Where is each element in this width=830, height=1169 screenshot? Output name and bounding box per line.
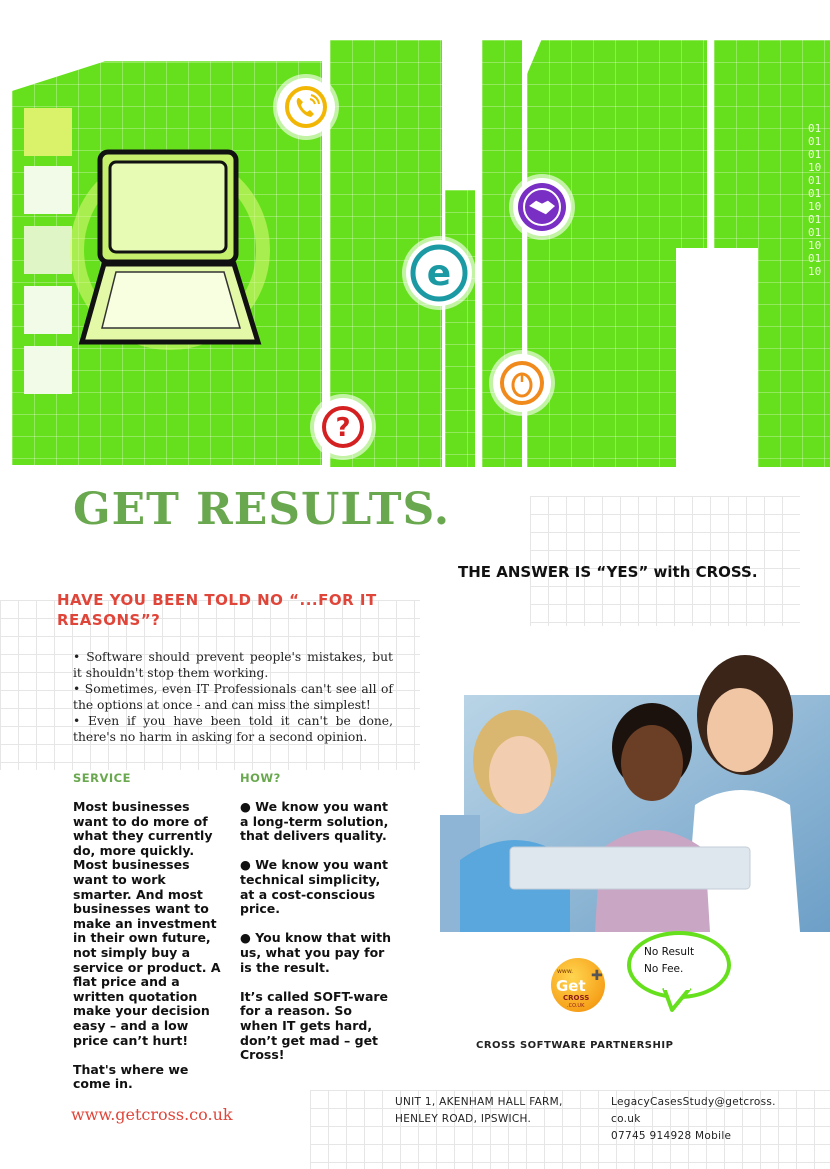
how-paragraph: ● We know you want technical simplicity, at a cost-conscious price.: [240, 857, 388, 917]
phone-icon: [277, 78, 335, 136]
banner-panel-center: [445, 190, 475, 467]
square-decoration: [24, 108, 72, 156]
svg-text:Get: Get: [556, 977, 586, 995]
laptop-icon: [78, 148, 262, 348]
service-text: [73, 800, 223, 1106]
question-icon: [314, 398, 372, 456]
how-paragraph: It’s called SOFT-ware for a reason. So when IT gets hard, don’t get mad – get Cross!: [240, 988, 389, 1063]
square-decoration: [24, 286, 72, 334]
binary-digits: 01 01 01 10 01 01 10 01 01 10 01 10: [808, 122, 822, 278]
svg-text:www.: www.: [557, 968, 574, 975]
speech-bubble-tail: [660, 986, 696, 1014]
hero-banner: [0, 0, 830, 480]
bullet-list: [73, 649, 393, 745]
address-line: HENLEY ROAD, IPSWICH.: [395, 1113, 532, 1125]
square-decoration: [24, 166, 72, 214]
address: [395, 1094, 563, 1128]
service-heading: SERVICE: [73, 771, 131, 785]
team-photo: [440, 635, 830, 932]
mouse-icon: [493, 354, 551, 412]
svg-text:✚: ✚: [591, 968, 603, 984]
bubble-line: No Fee.: [644, 963, 684, 975]
handshake-icon: [513, 178, 571, 236]
banner-white-cutout: [676, 248, 758, 480]
service-paragraph: That's where we come in.: [73, 1061, 189, 1092]
bubble-line: No Result: [644, 946, 695, 958]
getcross-logo: [551, 958, 605, 1012]
phone-number: 07745 914928 Mobile: [611, 1130, 732, 1142]
contact-info: [611, 1094, 776, 1145]
answer-tagline: THE ANSWER IS “YES” with CROSS.: [458, 563, 758, 581]
headline: GET RESULTS.: [73, 484, 451, 535]
bubble-text: [644, 944, 694, 978]
square-decoration: [24, 226, 72, 274]
bullet-item: • Sometimes, even IT Professionals can't see all of the options at once - and can miss the simplest!: [73, 682, 393, 712]
email-line[interactable]: co.uk: [611, 1113, 641, 1125]
how-paragraph: ● We know you want a long-term solution, that delivers quality.: [240, 799, 389, 844]
how-heading: HOW?: [240, 771, 281, 785]
svg-text:e: e: [426, 253, 452, 294]
svg-text:?: ?: [335, 413, 351, 443]
svg-text:.CO.UK: .CO.UK: [567, 1003, 585, 1009]
company-name: CROSS SOFTWARE PARTNERSHIP: [476, 1040, 674, 1051]
bullet-item: • Even if you have been told it can't be done, there's no harm in asking for a second opinion.: [73, 714, 393, 744]
address-line: UNIT 1, AKENHAM HALL FARM,: [395, 1096, 563, 1108]
svg-text:CROSS: CROSS: [563, 994, 590, 1002]
how-text: [240, 800, 392, 1077]
how-paragraph: ● You know that with us, what you pay for is the result.: [240, 930, 392, 975]
bullet-item: • Software should prevent people's mistakes, but it shouldn't stop them working.: [73, 650, 393, 680]
question-heading: HAVE YOU BEEN TOLD NO “...FOR IT REASONS”?: [57, 591, 377, 629]
grid-background-top: [530, 496, 800, 626]
square-decoration: [24, 346, 72, 394]
email-line[interactable]: LegacyCasesStudy@getcross.: [611, 1096, 776, 1108]
service-paragraph: Most businesses want to do more of what they currently do, more quickly. Most businesses want to work smarter. And most businesses want to make an investment in their own future, not simply buy a service or product. A flat price and a written quotation make your decision easy – and a low price can’t hurt!: [73, 799, 221, 1048]
e-icon: [406, 240, 472, 306]
website-link[interactable]: www.getcross.co.uk: [71, 1105, 233, 1124]
